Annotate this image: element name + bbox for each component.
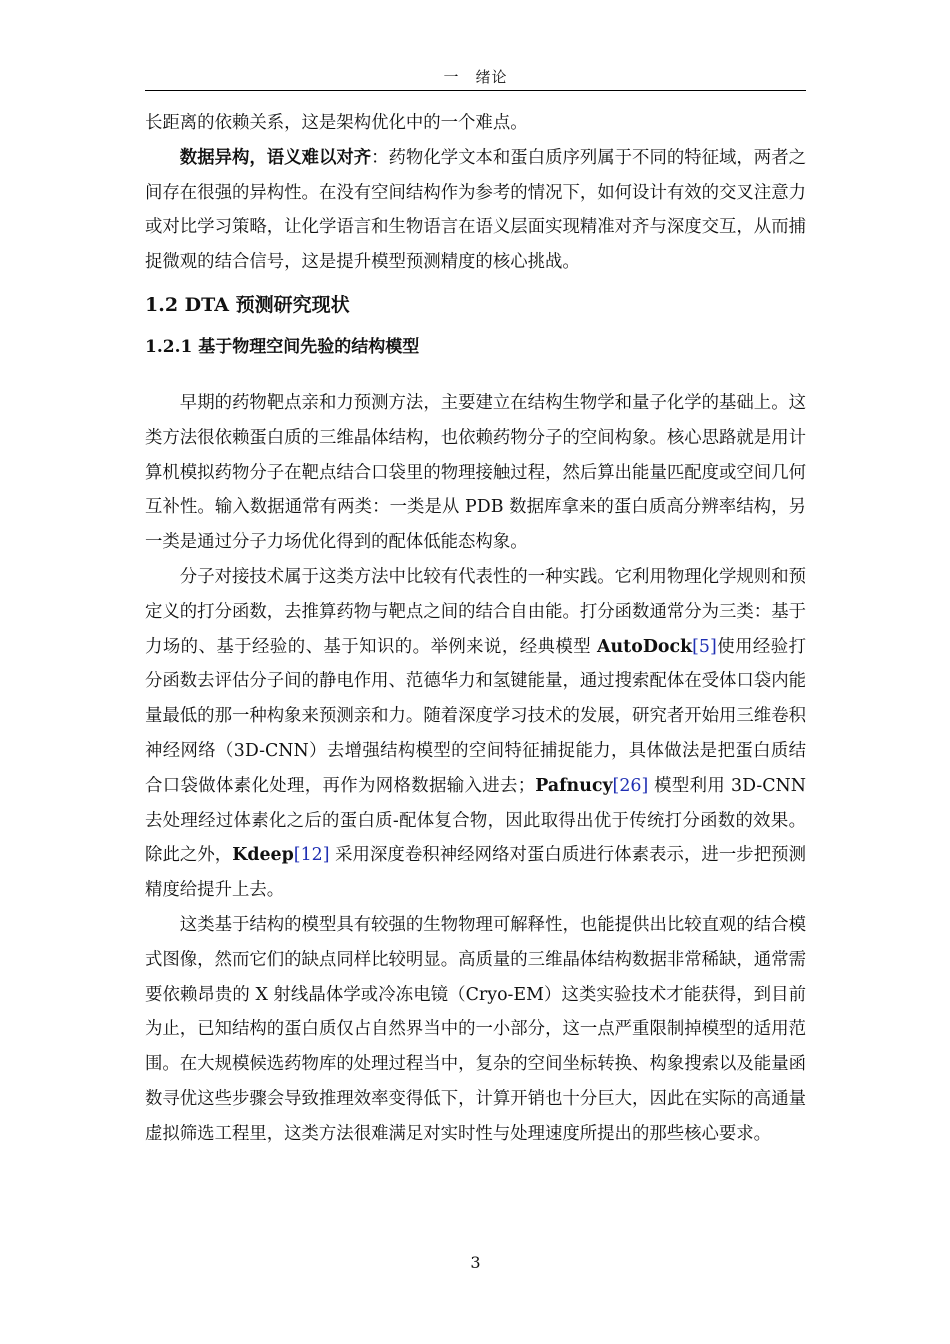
citation-link[interactable]: [5] xyxy=(692,636,717,657)
header-rule xyxy=(145,90,806,91)
section-heading: 1.2 DTA 预测研究现状 xyxy=(145,293,350,316)
paragraph-continued: 长距离的依赖关系，这是架构优化中的一个难点。 xyxy=(145,113,528,133)
paragraph-text: ：药物化学文本和蛋白质序列属于不同的特征域，两者之间存在很强的异构性。在没有空间结构作为参考的情况下，如何设计有效的交叉注意力或对比学习策略，让化学语言和生物语言在语义层面实现精准对齐与深度交互，从而捕捉微观的结合信号，这是提升模型预测精度的核心挑战。 xyxy=(145,147,806,273)
page-number: 3 xyxy=(470,1253,481,1272)
paragraph-text: 模型利用 3D-CNN 去处理经过体素化之后的蛋白质-配体复合物，因此取得出优于传统打分函数的效果。除此之外， xyxy=(145,775,806,866)
subsection-heading: 1.2.1 基于物理空间先验的结构模型 xyxy=(145,336,420,357)
paragraph-text: 分子对接技术属于这类方法中比较有代表性的一种实践。它利用物理化学规则和预定义的打分函数，去推算药物与靶点之间的结合自由能。打分函数通常分为三类：基于力场的、基于经验的、基于知识的。举例来说，经典模型 xyxy=(145,566,806,657)
model-name-autodock: AutoDock xyxy=(597,636,693,657)
paragraph-limitations: 这类基于结构的模型具有较强的生物物理可解释性，也能提供出比较直观的结合模式图像，然而它们的缺点同样比较明显。高质量的三维晶体结构数据非常稀缺，通常需要依赖昂贵的 X 射线晶体学或冷冻电镜（Cryo-EM）这类实验技术才能获得，到目前为止，已知结构的蛋白质仅占自然界当中的一小部分，这一点严重限制掉模型的适用范围。在大规模候选药物库的处理过程当中，复杂的空间坐标转换、构象搜索以及能量函数寻优这些步骤会导致推理效率变得低下，计算开销也十分巨大，因此在实际的高通量虚拟筛选工程里，这类方法很难满足对实时性与处理速度所提出的那些核心要求。 xyxy=(145,914,806,1144)
paragraph-docking xyxy=(145,560,806,908)
paragraph-heterogeneity xyxy=(145,141,806,280)
paragraph-text: 采用深度卷积神经网络对蛋白质进行体素表示，进一步把预测精度给提升上去。 xyxy=(145,845,806,901)
page-body xyxy=(145,106,806,1152)
running-header: 一 绪论 xyxy=(443,68,508,86)
citation-link[interactable]: [26] xyxy=(612,775,649,796)
paragraph-structure-methods: 早期的药物靶点亲和力预测方法，主要建立在结构生物学和量子化学的基础上。这类方法很依赖蛋白质的三维晶体结构，也依赖药物分子的空间构象。核心思路就是用计算机模拟药物分子在靶点结合口袋里的物理接触过程，然后算出能量匹配度或空间几何互补性。输入数据通常有两类：一类是从 PDB 数据库拿来的蛋白质高分辨率结构，另一类是通过分子力场优化得到的配体低能态构象。 xyxy=(145,392,806,553)
citation-link[interactable]: [12] xyxy=(293,845,330,866)
model-name-kdeep: Kdeep xyxy=(232,845,294,866)
paragraph-text: 使用经验打分函数去评估分子间的静电作用、范德华力和氢键能量，通过搜索配体在受体口袋内能量最低的那一种构象来预测亲和力。随着深度学习技术的发展，研究者开始用三维卷积神经网络（3D-CNN）去增强结构模型的空间特征捕捉能力，具体做法是把蛋白质结合口袋做体素化处理，再作为网格数据输入进去； xyxy=(145,636,806,796)
paragraph-lead-label: 数据异构，语义难以对齐 xyxy=(179,147,372,168)
model-name-pafnucy: Pafnucy xyxy=(535,775,613,796)
